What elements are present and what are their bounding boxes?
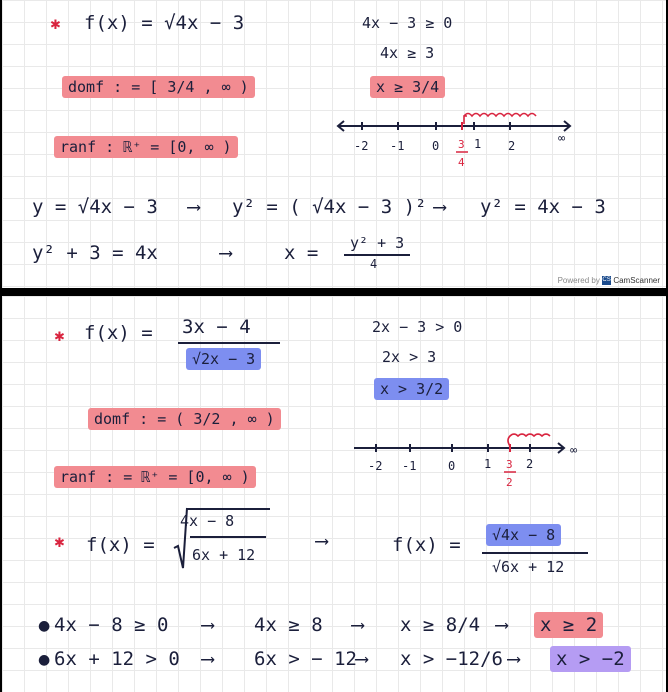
bullet-star-icon: ✱ bbox=[50, 18, 61, 33]
nl1-tick-label: -1 bbox=[390, 139, 405, 153]
arrow-icon: ⟶ bbox=[202, 614, 214, 636]
notebook-page-2 bbox=[2, 296, 666, 692]
camscanner-logo-icon: CS bbox=[602, 277, 611, 283]
function2b-lhs: f(x) = bbox=[392, 534, 461, 556]
arrow-icon: ⟶ bbox=[316, 530, 328, 552]
nl1-tick-label: 4 bbox=[458, 156, 465, 169]
nl1-tick-label: -2 bbox=[354, 139, 369, 153]
condition-line-1: 4x − 3 ≥ 0 bbox=[362, 14, 453, 32]
nl1-tick-label: 1 bbox=[474, 137, 482, 151]
inverse-step-2-lhs: y² + 3 = 4x bbox=[32, 242, 158, 264]
inverse-fraction-numerator: y² + 3 bbox=[350, 234, 405, 252]
function2b-numerator: √4x − 8 bbox=[486, 528, 561, 543]
nl2-tick-label: 2 bbox=[506, 476, 513, 489]
arrow-icon: ⟶ bbox=[508, 648, 520, 670]
sqrt-bar bbox=[186, 508, 270, 510]
nl1-tick-label: 2 bbox=[508, 139, 516, 153]
inverse-step-1-lhs: y = √4x − 3 bbox=[32, 196, 158, 218]
condition-line-3: x ≥ 3/4 bbox=[370, 80, 445, 95]
function2b-denominator: √6x + 12 bbox=[492, 558, 565, 576]
nl2-infinity-label: ∞ bbox=[570, 443, 578, 457]
nl2-tick-label: 0 bbox=[448, 459, 456, 473]
function2-numerator: 4x − 8 bbox=[180, 512, 235, 530]
arrow-icon: ⟶ bbox=[496, 614, 508, 636]
inverse-step-1-rhs: y² = 4x − 3 bbox=[480, 196, 606, 218]
arrow-icon: ⟶ bbox=[434, 196, 446, 218]
inverse-fraction-denominator: 4 bbox=[370, 257, 378, 271]
function-numerator: 3x − 4 bbox=[182, 316, 251, 338]
inverse-step-1-mid: y² = ( √4x − 3 )² bbox=[232, 196, 427, 218]
condition-line-2: 2x > 3 bbox=[382, 348, 437, 366]
arrow-icon: ⟶ bbox=[188, 196, 200, 218]
bullet-dot-icon: ● bbox=[38, 652, 51, 668]
notebook-page-1 bbox=[2, 0, 666, 288]
inequality-1-step-1: 4x − 8 ≥ 0 bbox=[54, 614, 169, 636]
number-line-1 bbox=[332, 112, 582, 182]
number-line-2 bbox=[348, 432, 588, 502]
nl2-tick-label: 1 bbox=[484, 457, 492, 471]
fraction-bar bbox=[344, 254, 410, 256]
fraction-bar bbox=[178, 342, 280, 344]
fraction-bar bbox=[482, 552, 588, 554]
domain-statement: domf : = ( 3/2 , ∞ ) bbox=[88, 412, 281, 427]
arrow-icon: ⟶ bbox=[356, 648, 368, 670]
bullet-dot-icon: ● bbox=[38, 618, 51, 634]
camscanner-watermark: Powered by CS CamScanner bbox=[557, 275, 660, 285]
function2-denominator: 6x + 12 bbox=[192, 546, 256, 564]
bullet-star-icon: ✱ bbox=[54, 536, 65, 551]
range-statement: ranf : = ℝ⁺ = [0, ∞ ) bbox=[54, 470, 256, 485]
inequality-2-step-1: 6x + 12 > 0 bbox=[54, 648, 180, 670]
inequality-2-step-2: 6x > − 12 bbox=[254, 648, 357, 670]
inequality-1-result: x ≥ 2 bbox=[534, 616, 603, 635]
inequality-1-step-2: 4x ≥ 8 bbox=[254, 614, 323, 636]
function-denominator: √2x − 3 bbox=[186, 352, 261, 367]
range-statement: ranf : ℝ⁺ = [0, ∞ ) bbox=[54, 140, 238, 155]
function2-lhs: f(x) = bbox=[86, 534, 155, 556]
condition-line-2: 4x ≥ 3 bbox=[380, 44, 435, 62]
arrow-icon: ⟶ bbox=[352, 614, 364, 636]
arrow-icon: ⟶ bbox=[202, 648, 214, 670]
nl2-tick-label: 2 bbox=[526, 457, 534, 471]
inequality-2-step-3: x > −12/6 bbox=[400, 648, 503, 670]
arrow-icon: ⟶ bbox=[220, 242, 232, 264]
bullet-star-icon: ✱ bbox=[54, 330, 65, 345]
condition-line-1: 2x − 3 > 0 bbox=[372, 318, 463, 336]
domain-statement: domf : = [ 3/4 , ∞ ) bbox=[62, 80, 255, 95]
fraction-bar bbox=[190, 536, 266, 538]
nl1-tick-label: 3 bbox=[458, 138, 465, 151]
nl2-tick-label: -1 bbox=[402, 459, 417, 473]
function-definition: f(x) = √4x − 3 bbox=[84, 12, 245, 34]
function-lhs: f(x) = bbox=[84, 322, 153, 344]
inverse-step-2-x: x = bbox=[284, 242, 319, 264]
nl2-tick-label: 3 bbox=[506, 458, 513, 471]
condition-line-3: x > 3/2 bbox=[374, 382, 449, 397]
sqrt-symbol-icon bbox=[172, 506, 188, 572]
nl2-tick-label: -2 bbox=[368, 459, 383, 473]
inequality-2-result: x > −2 bbox=[550, 650, 631, 669]
inequality-1-step-3: x ≥ 8/4 bbox=[400, 614, 481, 636]
nl1-infinity-label: ∞ bbox=[558, 131, 566, 145]
nl1-tick-label: 0 bbox=[432, 139, 440, 153]
